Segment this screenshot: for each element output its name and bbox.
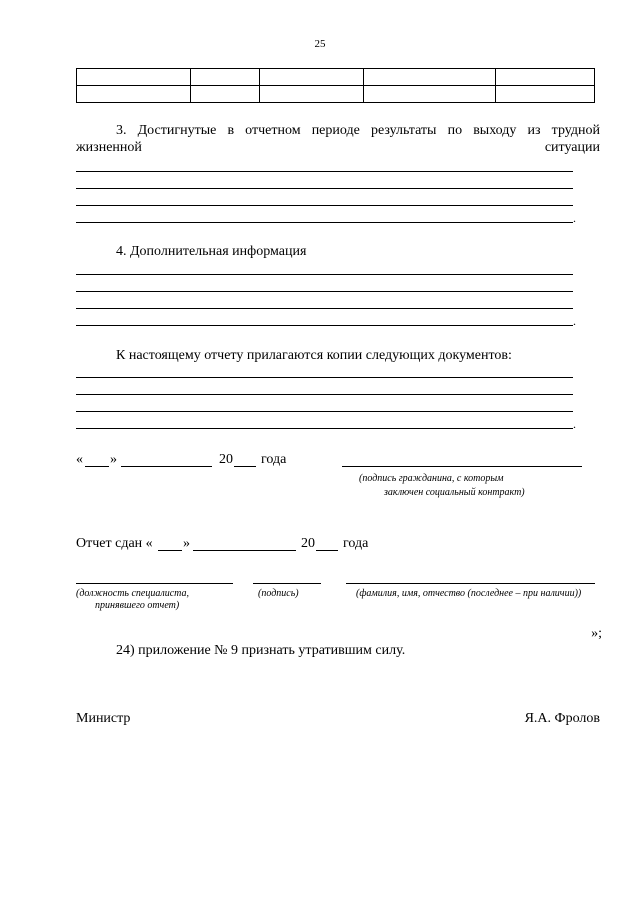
section4-fill-line: [76, 291, 573, 292]
submitted-month-blank: [193, 550, 296, 551]
submitted-year-word: года: [343, 536, 369, 551]
table-cell: [260, 86, 364, 103]
specialist-position-caption-line2: принявшего отчет): [95, 600, 180, 611]
section3-heading-line2-right: ситуации: [544, 140, 600, 155]
table-cell: [260, 69, 364, 86]
section3-fill-line: [76, 205, 573, 206]
table-row: [77, 86, 595, 103]
specialist-signature-caption: (подпись): [258, 588, 299, 599]
date-month-blank: [121, 466, 212, 467]
specialist-signature-line: [253, 583, 321, 584]
section4-fill-line: [76, 274, 573, 275]
section4-fill-line: [76, 308, 573, 309]
specialist-fullname-line: [346, 583, 595, 584]
date-year-word: года: [261, 452, 287, 467]
attachments-fill-line: [76, 377, 573, 378]
attachments-heading: К настоящему отчету прилагаются копии следующих документов:: [116, 348, 512, 363]
submitted-day-blank: [158, 550, 182, 551]
table-cell: [77, 69, 191, 86]
specialist-fullname-caption: (фамилия, имя, отчество (последнее – при наличии)): [356, 588, 582, 599]
table-cell: [364, 69, 496, 86]
table-cell: [496, 86, 595, 103]
section3-heading-line2-left: жизненной: [76, 140, 142, 155]
submitted-year-blank: [316, 550, 338, 551]
section4-period: .: [573, 314, 576, 328]
section3-fill-line: [76, 222, 573, 223]
attachments-fill-line: [76, 428, 573, 429]
section3-heading-line1: 3. Достигнутые в отчетном периоде результаты по выходу из трудной: [116, 123, 600, 138]
date-day-blank: [85, 466, 109, 467]
date-close-quote: »: [110, 452, 117, 467]
citizen-signature-line: [342, 466, 582, 467]
section3-fill-line: [76, 188, 573, 189]
item-24-text: 24) приложение № 9 признать утратившим силу.: [116, 643, 406, 658]
report-submitted-label: Отчет сдан «: [76, 536, 153, 551]
date-year-blank: [234, 466, 256, 467]
table-cell: [77, 86, 191, 103]
attachments-fill-line: [76, 394, 573, 395]
citizen-signature-caption-line1: (подпись гражданина, с которым: [359, 473, 504, 484]
report-table: [76, 68, 595, 103]
date-open-quote: «: [76, 452, 83, 467]
table-cell: [496, 69, 595, 86]
section3-fill-line: [76, 171, 573, 172]
table-cell: [191, 86, 260, 103]
section3-period: .: [573, 211, 576, 225]
citizen-signature-caption-line2: заключен социальный контракт): [384, 487, 525, 498]
section4-heading: 4. Дополнительная информация: [116, 244, 307, 259]
attachments-period: .: [573, 417, 576, 431]
section4-fill-line: [76, 325, 573, 326]
table-cell: [364, 86, 496, 103]
closing-quote: »;: [591, 626, 602, 641]
minister-name: Я.А. Фролов: [524, 711, 600, 726]
specialist-position-line: [76, 583, 233, 584]
submitted-date-close: »: [183, 536, 190, 551]
date-year-prefix: 20: [219, 452, 233, 467]
minister-title: Министр: [76, 711, 131, 726]
table-cell: [191, 69, 260, 86]
submitted-year-prefix: 20: [301, 536, 315, 551]
page-number: 25: [314, 38, 326, 50]
table-row: [77, 69, 595, 86]
attachments-fill-line: [76, 411, 573, 412]
specialist-position-caption-line1: (должность специалиста,: [76, 588, 189, 599]
